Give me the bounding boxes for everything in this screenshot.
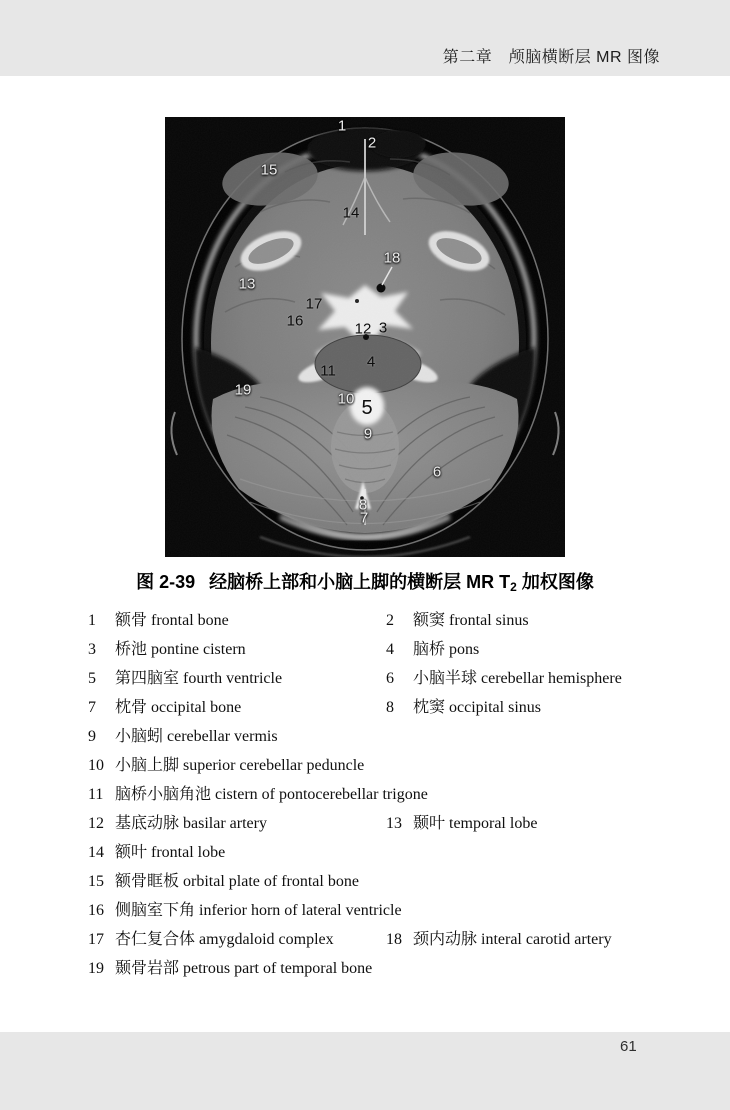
legend-number: 17 [88, 931, 104, 948]
legend-row [0, 954, 730, 983]
legend-row [0, 664, 730, 693]
mri-label-2: 2 [367, 134, 377, 152]
mri-label-15: 15 [260, 161, 278, 179]
legend-item-3 [88, 635, 246, 664]
legend-item-10 [88, 751, 364, 780]
mri-label-1: 1 [337, 117, 347, 135]
legend-label: 颈内动脉 interal carotid artery [413, 931, 612, 948]
mri-label-7: 7 [359, 509, 369, 527]
legend-label: 杏仁复合体 amygdaloid complex [115, 931, 334, 948]
legend-row [0, 693, 730, 722]
legend-item-4 [386, 635, 479, 664]
figure-title-main: 经脑桥上部和小脑上脚的横断层 MR T [209, 572, 511, 592]
legend-number: 8 [386, 699, 394, 716]
legend-number: 11 [88, 786, 104, 803]
legend-row [0, 867, 730, 896]
legend-row [0, 925, 730, 954]
legend-item-18 [386, 925, 612, 954]
legend-number: 16 [88, 902, 104, 919]
figure-number: 图 2-39 [136, 572, 196, 592]
chapter-header: 第二章 颅脑横断层 MR 图像 [442, 49, 660, 66]
mri-label-16: 16 [286, 312, 304, 330]
mri-label-8: 8 [358, 496, 368, 514]
legend-number: 3 [88, 641, 96, 658]
legend-item-13 [386, 809, 537, 838]
legend-label: 脑桥 pons [413, 641, 480, 658]
legend-label: 基底动脉 basilar artery [115, 815, 267, 832]
mri-label-4: 4 [366, 353, 376, 371]
legend-row [0, 722, 730, 751]
legend-item-16 [88, 896, 402, 925]
legend-row [0, 606, 730, 635]
mri-label-9: 9 [363, 425, 373, 443]
legend-number: 2 [386, 612, 394, 629]
figure-title-tail: 加权图像 [516, 572, 594, 592]
legend-item-11 [88, 780, 428, 809]
legend-label: 小脑上脚 superior cerebellar peduncle [115, 757, 365, 774]
legend-label: 额叶 frontal lobe [115, 844, 226, 861]
mri-label-11: 11 [320, 362, 336, 380]
figure-caption [0, 568, 730, 594]
legend-number: 1 [88, 612, 96, 629]
mri-label-19: 19 [234, 381, 252, 399]
legend-number: 5 [88, 670, 96, 687]
legend-item-15 [88, 867, 359, 896]
legend-number: 10 [88, 757, 104, 774]
mri-label-3: 3 [378, 319, 388, 337]
legend-item-2 [386, 606, 529, 635]
legend-label: 小脑蚓 cerebellar vermis [115, 728, 278, 745]
legend-number: 18 [386, 931, 402, 948]
legend-label: 侧脑室下角 inferior horn of lateral ventricle [115, 902, 402, 919]
legend-item-5 [88, 664, 282, 693]
mri-labels [165, 117, 565, 557]
legend-item-9 [88, 722, 278, 751]
legend-label: 颞叶 temporal lobe [413, 815, 538, 832]
figure-title [209, 572, 594, 592]
legend-label: 脑桥小脑角池 cistern of pontocerebellar trigone [115, 786, 428, 803]
legend-row [0, 635, 730, 664]
legend-label: 枕窦 occipital sinus [413, 699, 541, 716]
legend [0, 606, 730, 983]
legend-number: 15 [88, 873, 104, 890]
mri-label-5: 5 [361, 397, 373, 419]
legend-item-17 [88, 925, 334, 954]
legend-row [0, 751, 730, 780]
mri-label-18: 18 [383, 249, 401, 267]
mri-label-17: 17 [305, 295, 323, 313]
legend-item-14 [88, 838, 225, 867]
legend-item-8 [386, 693, 541, 722]
legend-row [0, 809, 730, 838]
subscript-2: 2 [510, 580, 517, 594]
legend-item-7 [88, 693, 241, 722]
legend-number: 4 [386, 641, 394, 658]
legend-label: 枕骨 occipital bone [115, 699, 242, 716]
page-number: 61 [620, 1038, 637, 1055]
legend-item-6 [386, 664, 622, 693]
legend-label: 额骨 frontal bone [115, 612, 229, 629]
mri-label-10: 10 [337, 390, 355, 408]
legend-number: 12 [88, 815, 104, 832]
mri-label-14: 14 [342, 204, 360, 222]
legend-number: 6 [386, 670, 394, 687]
legend-number: 19 [88, 960, 104, 977]
legend-row [0, 780, 730, 809]
legend-item-19 [88, 954, 372, 983]
mri-label-13: 13 [238, 275, 256, 293]
legend-number: 14 [88, 844, 104, 861]
mri-label-12: 12 [354, 320, 372, 338]
legend-label: 额窦 frontal sinus [413, 612, 529, 629]
mri-label-6: 6 [432, 463, 442, 481]
mri-image [165, 117, 565, 557]
legend-number: 7 [88, 699, 96, 716]
legend-row [0, 896, 730, 925]
legend-label: 额骨眶板 orbital plate of frontal bone [115, 873, 359, 890]
legend-number: 9 [88, 728, 96, 745]
legend-label: 颞骨岩部 petrous part of temporal bone [115, 960, 373, 977]
legend-item-12 [88, 809, 267, 838]
legend-number: 13 [386, 815, 402, 832]
legend-row [0, 838, 730, 867]
legend-item-1 [88, 606, 229, 635]
legend-label: 桥池 pontine cistern [115, 641, 246, 658]
legend-label: 小脑半球 cerebellar hemisphere [413, 670, 622, 687]
legend-label: 第四脑室 fourth ventricle [115, 670, 283, 687]
